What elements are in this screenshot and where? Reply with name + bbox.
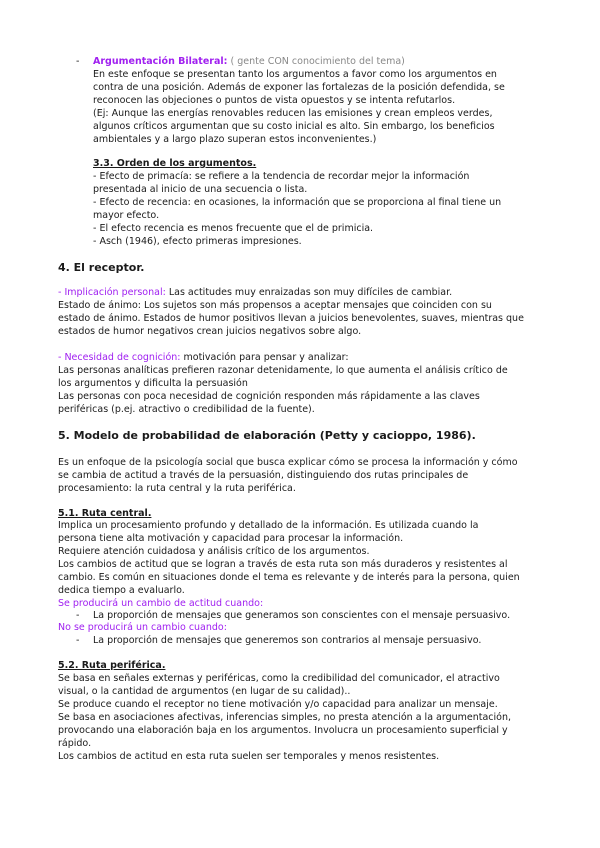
orden-line: presentada al inicio de una secuencia o lista. <box>93 184 308 195</box>
modelo-line: procesamiento: la ruta central y la ruta periférica. <box>58 483 296 494</box>
bullet-dash: - <box>76 56 80 67</box>
bilateral-line: reconocen las objeciones o puntos de vista opuestos y se intenta refutarlos. <box>93 95 456 106</box>
orden-line: - Efecto de recencia: en ocasiones, la información que se proporciona al final tiene un <box>93 197 502 208</box>
orden-title: 3.3. Orden de los argumentos. <box>93 158 257 169</box>
bilateral-line: contra de una posición. Además de exponer las fortalezas de la posición defendida, se <box>93 82 505 93</box>
cognicion-line: Las personas con poca necesidad de cognición responden más rápidamente a las claves <box>58 391 480 402</box>
implicacion-label: - Implicación personal: <box>58 287 166 298</box>
implicacion-line: estado de ánimo. Estados de humor positivos llevan a juicios benevolentes, suaves, mientras que <box>58 313 524 324</box>
cognicion-line: periféricas (p.ej. atractivo o credibilidad de la fuente). <box>58 404 315 415</box>
cognicion-line: Las personas analíticas prefieren razonar detenidamente, lo que aumenta el análisis crítico de <box>58 365 508 376</box>
cambio-si-label: Se producirá un cambio de actitud cuando: <box>58 598 264 609</box>
periferica-line: Se basa en asociaciones afectivas, inferencias simples, no presta atención a la argumentación, <box>58 712 512 723</box>
central-line: cambio. Es común en situaciones donde el tema es relevante y de interés para la persona, quien <box>58 572 520 583</box>
cognicion-line: los argumentos y dificulta la persuasión <box>58 378 248 389</box>
implicacion-heading <box>58 287 452 299</box>
bilateral-title: Argumentación Bilateral: <box>93 56 228 67</box>
periferica-line: rápido. <box>58 738 92 749</box>
central-line: Los cambios de actitud que se logran a través de esta ruta son más duraderos y resistentes al <box>58 559 508 570</box>
modelo-title: 5. Modelo de probabilidad de elaboración (Petty y cacioppo, 1986). <box>58 429 476 442</box>
bilateral-line: En este enfoque se presentan tanto los argumentos a favor como los argumentos en <box>93 69 497 80</box>
orden-line: - Efecto de primacía: se refiere a la tendencia de recordar mejor la información <box>93 171 470 182</box>
bilateral-line: ambientales y a largo plazo superan estos inconvenientes.) <box>93 134 377 145</box>
bilateral-heading <box>93 56 405 68</box>
implicacion-line: estados de humor negativos crean juicios negativos sobre algo. <box>58 326 362 337</box>
cognicion-text: motivación para pensar y analizar: <box>180 352 349 363</box>
cognicion-heading <box>58 352 349 364</box>
orden-line: - Asch (1946), efecto primeras impresiones. <box>93 236 302 247</box>
periferica-line: provocando una elaboración baja en los argumentos. Involucra un procesamiento superficial y <box>58 725 508 736</box>
cambio-no-label: No se producirá un cambio cuando: <box>58 622 227 633</box>
receptor-title: 4. El receptor. <box>58 261 145 274</box>
orden-line: mayor efecto. <box>93 210 160 221</box>
bilateral-line: (Ej: Aunque las energías renovables reducen las emisiones y crean empleos verdes, <box>93 108 493 119</box>
cambio-si-bullet: La proporción de mensajes que generamos son conscientes con el mensaje persuasivo. <box>93 610 511 621</box>
cambio-no-bullet: La proporción de mensajes que generemos son contrarios al mensaje persuasivo. <box>93 635 482 646</box>
central-line: dedica tiempo a evaluarlo. <box>58 585 185 596</box>
implicacion-line: Estado de ánimo: Los sujetos son más propensos a aceptar mensajes que coinciden con su <box>58 300 492 311</box>
implicacion-text: Las actitudes muy enraizadas son muy difíciles de cambiar. <box>165 287 453 298</box>
bullet-dash: - <box>76 635 80 646</box>
periferica-line: Los cambios de actitud en esta ruta suelen ser temporales y menos resistentes. <box>58 751 440 762</box>
central-line: Requiere atención cuidadosa y análisis crítico de los argumentos. <box>58 546 370 557</box>
periferica-line: Se basa en señales externas y periféricas, como la credibilidad del comunicador, el atractivo <box>58 673 500 684</box>
central-title: 5.1. Ruta central. <box>58 508 152 519</box>
modelo-line: se cambia de actitud a través de la persuasión, distinguiendo dos rutas principales de <box>58 470 469 481</box>
cognicion-label: - Necesidad de cognición: <box>58 352 181 363</box>
bullet-dash: - <box>76 610 80 621</box>
periferica-line: visual, o la cantidad de argumentos (en lugar de su calidad).. <box>58 686 351 697</box>
periferica-line: Se produce cuando el receptor no tiene motivación y/o capacidad para analizar un mensaje. <box>58 699 498 710</box>
periferica-title: 5.2. Ruta periférica. <box>58 660 166 671</box>
central-line: persona tiene alta motivación y capacidad para procesar la información. <box>58 533 404 544</box>
modelo-line: Es un enfoque de la psicología social que busca explicar cómo se procesa la información y cómo <box>58 457 518 468</box>
orden-line: - El efecto recencia es menos frecuente que el de primicia. <box>93 223 374 234</box>
central-line: Implica un procesamiento profundo y detallado de la información. Es utilizada cuando la <box>58 520 479 531</box>
bilateral-line: algunos críticos argumentan que su costo inicial es alto. Sin embargo, los beneficios <box>93 121 495 132</box>
bilateral-note: ( gente CON conocimiento del tema) <box>230 56 405 67</box>
